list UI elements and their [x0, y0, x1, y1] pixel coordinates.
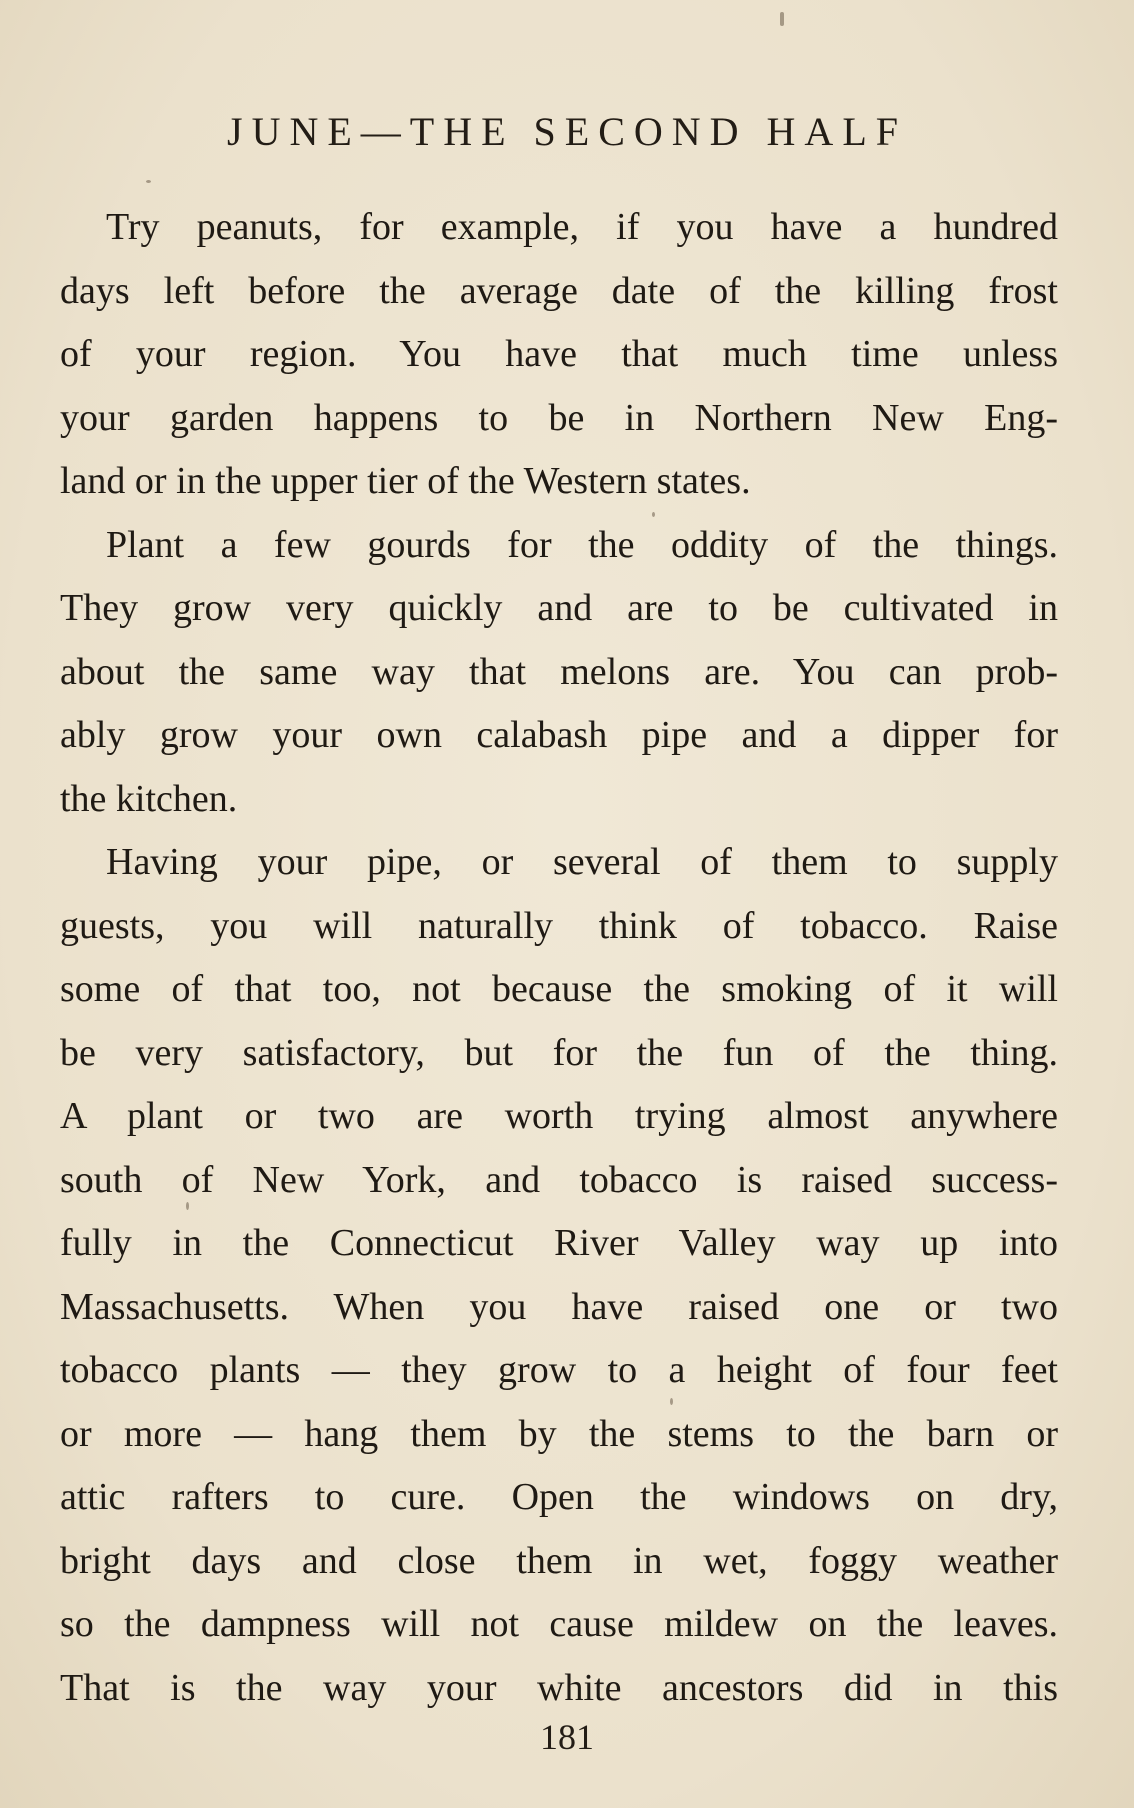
text-line: about the same way that melons are. You can prob-	[60, 650, 1058, 693]
text-line: Plant a few gourds for the oddity of the things.	[106, 523, 1058, 566]
text-line: south of New York, and tobacco is raised success-	[60, 1158, 1058, 1201]
text-line: Having your pipe, or several of them to supply	[106, 841, 1058, 883]
text-line: so the dampness will not cause mildew on the leaves.	[60, 1603, 1058, 1645]
paper-speck	[146, 180, 151, 183]
body-text	[60, 196, 1058, 1720]
text-line: A plant or two are worth trying almost anywhere	[60, 1095, 1058, 1137]
text-line: land or in the upper tier of the Western states.	[60, 460, 751, 502]
text-line: days left before the average date of the killing frost	[60, 269, 1058, 312]
text-line: They grow very quickly and are to be cultivated in	[60, 587, 1058, 629]
text-line: bright days and close them in wet, foggy weather	[60, 1539, 1058, 1582]
text-line: some of that too, not because the smoking of it will	[60, 968, 1058, 1010]
text-line: the kitchen.	[60, 777, 238, 820]
page-number: 181	[540, 1717, 594, 1757]
running-head: JUNE—THE SECOND HALF	[227, 109, 907, 154]
text-line: attic rafters to cure. Open the windows on dry,	[60, 1476, 1058, 1518]
text-line: your garden happens to be in Northern New Eng-	[60, 396, 1058, 439]
text-line: That is the way your white ancestors did in this	[60, 1666, 1058, 1709]
text-line: be very satisfactory, but for the fun of the thing.	[60, 1031, 1058, 1074]
text-line: Try peanuts, for example, if you have a hundred	[106, 206, 1058, 248]
text-line: or more — hang them by the stems to the barn or	[60, 1412, 1058, 1455]
text-line: of your region. You have that much time unless	[60, 333, 1058, 375]
paper-speck	[780, 12, 784, 26]
text-line: Massachusetts. When you have raised one or two	[60, 1285, 1058, 1328]
text-line: guests, you will naturally think of tobacco. Raise	[60, 904, 1058, 947]
text-line: fully in the Connecticut River Valley way up into	[60, 1222, 1058, 1264]
text-line: tobacco plants — they grow to a height of four feet	[60, 1349, 1058, 1391]
text-line: ably grow your own calabash pipe and a dipper for	[60, 714, 1058, 756]
